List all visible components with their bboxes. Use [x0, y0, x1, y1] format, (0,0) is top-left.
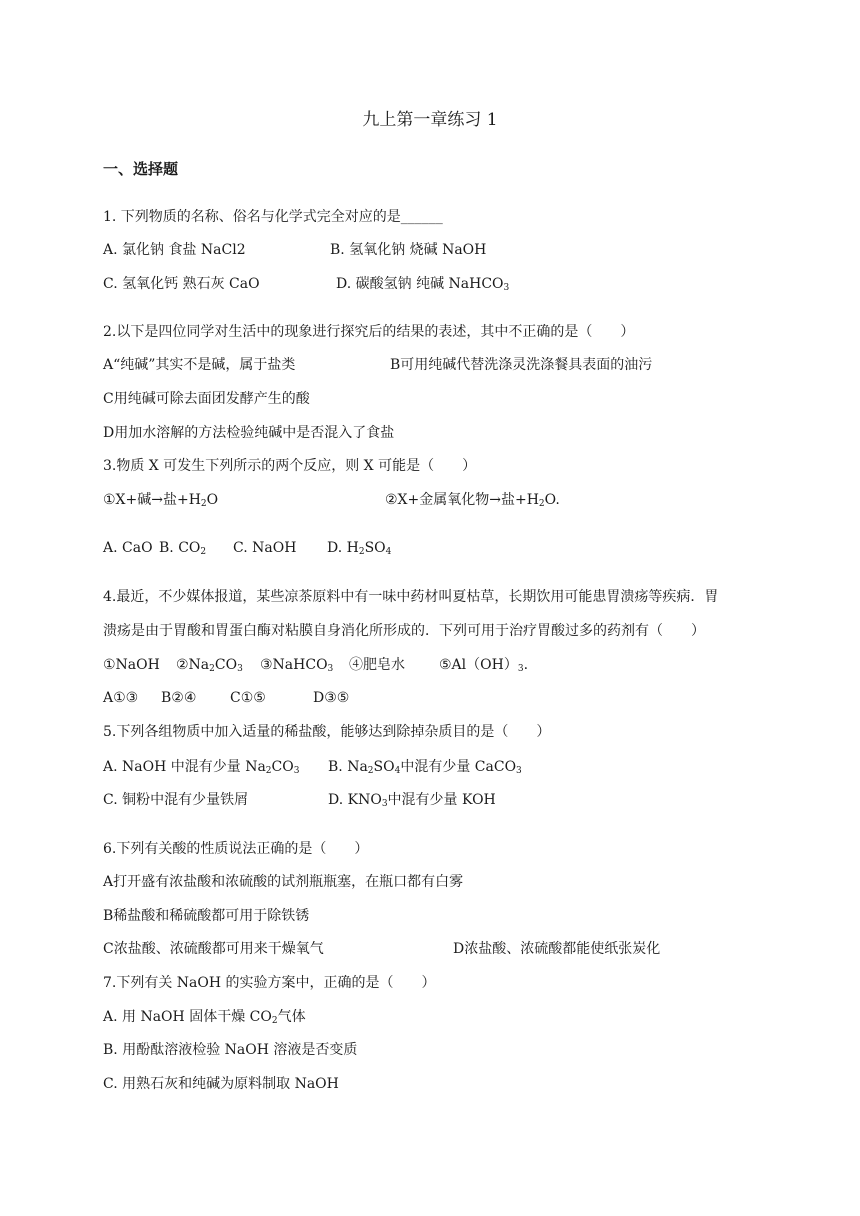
question-1-option-a: A. 氯化钠 食盐 NaCl2	[103, 242, 246, 258]
question-1-option-c: C. 氢氧化钙 熟石灰 CaO	[103, 276, 260, 292]
question-4-choice-2: $②Na_2CO_3$	[176, 657, 243, 674]
question-6-option-b: B稀盐酸和稀硫酸都可用于除铁锈	[103, 908, 310, 924]
question-3-option-b: B. $CO_2$	[159, 540, 207, 557]
question-2-stem: 2.以下是四位同学对生活中的现象进行探究后的结果的表述，其中不正确的是（ ）	[103, 324, 635, 340]
question-3-options	[103, 538, 392, 558]
question-4-choice-3: ③NaHCO$_3$	[260, 657, 334, 674]
question-5-option-d: D. $KNO_3$中混有少量 KOH	[328, 792, 496, 809]
question-6-option-c: C浓盐酸、浓硫酸都可用来干燥氧气	[103, 941, 324, 957]
question-1-options-row-2	[103, 274, 510, 294]
question-4-option-a: A①③	[103, 690, 139, 706]
page-title: 九上第一章练习 1	[362, 110, 498, 130]
question-4-option-b: B②④	[161, 690, 197, 706]
question-4-choice-5: $⑤Al(OH)_3$.	[439, 657, 529, 674]
question-3-stem: 3.物质 X 可发生下列所示的两个反应，则 X 可能是（ ）	[103, 458, 477, 474]
question-4-options	[103, 688, 350, 708]
question-3-option-a: A. CaO	[103, 540, 153, 556]
section-heading: 一、选择题	[103, 160, 179, 178]
question-5-option-b: B. $Na_2SO_4$中混有少量 CaCO$_3$	[328, 759, 522, 776]
question-4-choice-4: ④肥皂水	[349, 657, 405, 673]
question-4-stem-line-1: 4.最近，不少媒体报道，某些凉茶原料中有一味中药材叫夏枯草，长期饮用可能患胃溃疡等疾病．胃	[103, 589, 719, 605]
question-2-option-b: B可用纯碱代替洗涤灵洗涤餐具表面的油污	[390, 357, 653, 373]
question-1-stem: 1. 下列物质的名称、俗名与化学式完全对应的是______	[103, 209, 443, 225]
question-7-option-b: B. 用酚酞溶液检验 NaOH 溶液是否变质	[103, 1042, 358, 1058]
question-2-option-d: D用加水溶解的方法检验纯碱中是否混入了食盐	[103, 425, 395, 441]
question-2-option-a: A“纯碱”其实不是碱，属于盐类	[103, 357, 296, 373]
question-7-option-c: C. 用熟石灰和纯碱为原料制取 NaOH	[103, 1076, 339, 1092]
question-5-option-c: C. 铜粉中混有少量铁屑	[103, 792, 249, 808]
question-4-stem-line-2: 溃疡是由于胃酸和胃蛋白酶对粘膜自身消化所形成的．下列可用于治疗胃酸过多的药剂有（ ）	[103, 623, 705, 639]
question-7-stem: 7.下列有关 NaOH 的实验方案中，正确的是（ ）	[103, 975, 436, 991]
question-1-options-row-1	[103, 240, 487, 260]
question-3-reaction-1: ①X+碱→盐$+H_2O$	[103, 492, 219, 509]
question-1-option-d: D. 碳酸氢钠 纯碱 NaHCO$_3$	[336, 276, 510, 293]
question-1-option-b: B. 氢氧化钠 烧碱 NaOH	[330, 242, 487, 258]
question-3-reactions	[103, 490, 560, 510]
question-2-option-c: C用纯碱可除去面团发酵产生的酸	[103, 391, 310, 407]
question-6-option-d: D浓盐酸、浓硫酸都能使纸张炭化	[453, 941, 661, 957]
question-6-stem: 6.下列有关酸的性质说法正确的是（ ）	[103, 841, 369, 857]
question-6-option-a: A打开盛有浓盐酸和浓硫酸的试剂瓶瓶塞，在瓶口都有白雾	[103, 874, 464, 890]
question-4-option-d: D③⑤	[313, 690, 350, 706]
question-4-option-c: C①⑤	[230, 690, 266, 706]
question-3-option-c: C. NaOH	[233, 540, 297, 556]
question-3-option-d: D. $H_2SO_4$	[327, 540, 392, 557]
question-6-options-row	[103, 939, 661, 959]
question-2-options-row-1	[103, 355, 653, 375]
question-5-options-row-2	[103, 790, 496, 810]
question-7-option-a: A. 用 NaOH 固体干燥 $CO_2$气体	[103, 1009, 306, 1026]
question-5-stem: 5.下列各组物质中加入适量的稀盐酸，能够达到除掉杂质目的是（ ）	[103, 724, 551, 740]
question-3-reaction-2: ②X+金属氧化物→盐$+H_2O$.	[385, 492, 560, 509]
question-5-option-a: A. NaOH 中混有少量 $Na_2CO_3$	[103, 759, 300, 776]
question-4-choices	[103, 655, 529, 675]
question-4-choice-1: ①NaOH	[103, 657, 160, 673]
question-5-options-row-1	[103, 757, 522, 777]
